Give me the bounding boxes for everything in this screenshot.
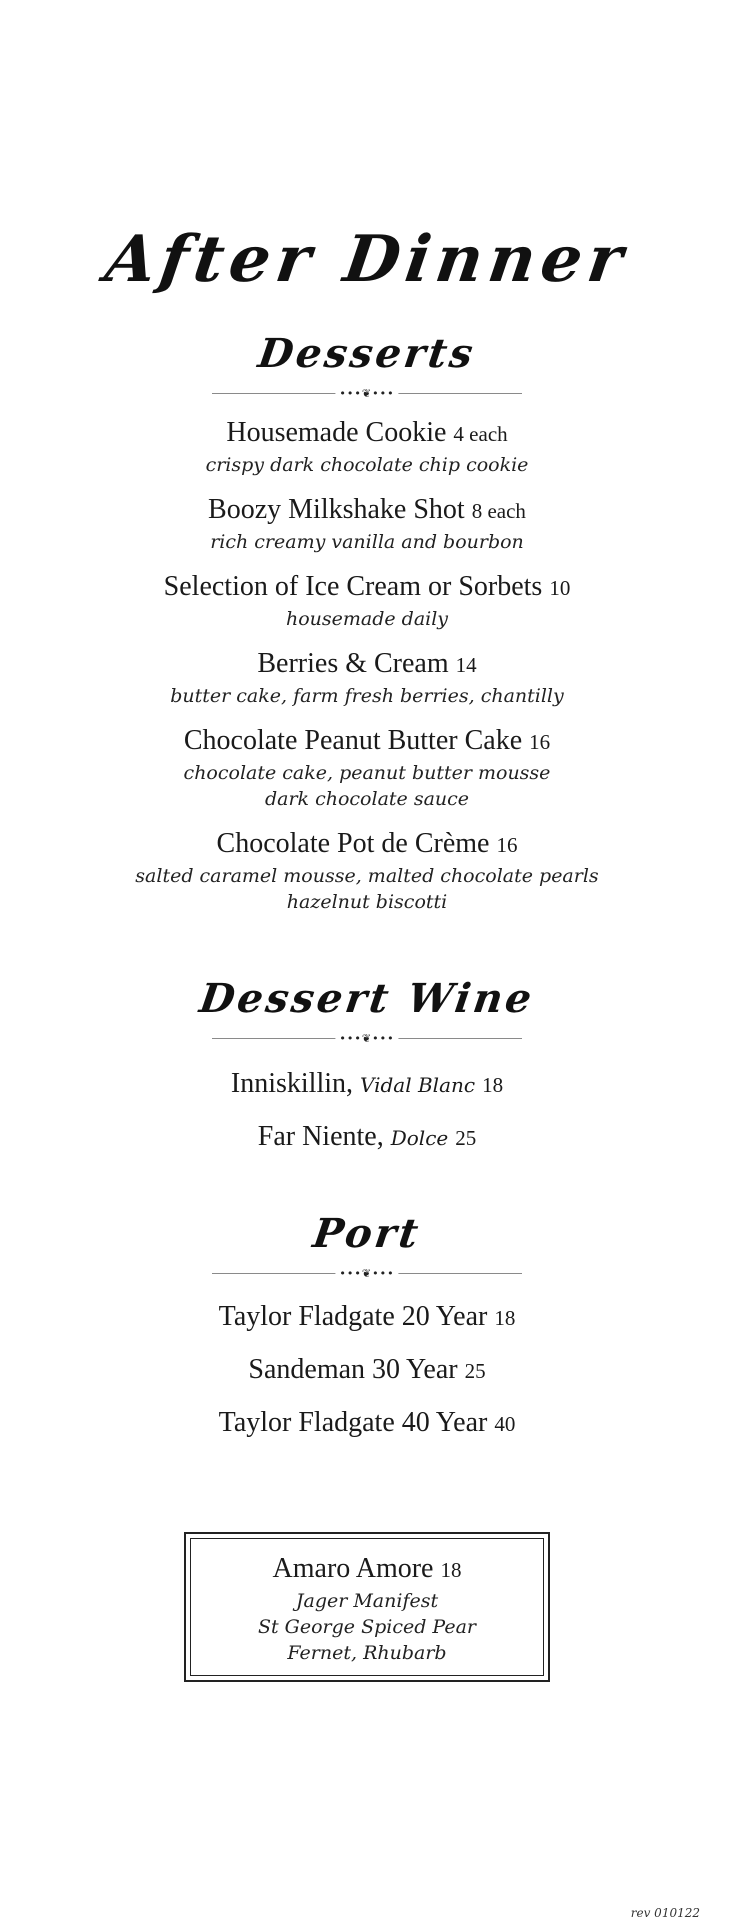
- feature-line: Fernet, Rhubarb: [287, 1642, 447, 1664]
- wine-style: Dolce: [390, 1126, 449, 1150]
- dessert-line: [0, 569, 734, 606]
- port-list: [0, 1299, 734, 1442]
- dessert-line: [0, 826, 734, 863]
- feature-line: St George Spiced Pear: [257, 1616, 476, 1638]
- dessert-item: [0, 415, 734, 478]
- dessert-description: housemade daily: [285, 608, 449, 630]
- port-item: [0, 1352, 734, 1389]
- dessert-name: Housemade Cookie: [226, 417, 447, 448]
- dessert-wine-heading: Dessert Wine: [196, 975, 538, 1022]
- section-divider: [212, 1032, 522, 1046]
- dessert-list: [0, 415, 734, 915]
- port-price: 18: [494, 1306, 516, 1330]
- port-price: 25: [464, 1359, 486, 1383]
- page-title: After Dinner: [100, 222, 634, 297]
- port-item: [0, 1405, 734, 1442]
- dessert-item: [0, 723, 734, 812]
- dessert-price: 14: [455, 653, 477, 677]
- feature-line: Jager Manifest: [295, 1590, 439, 1612]
- revision-note: rev 010122: [630, 1906, 700, 1920]
- port-item: [0, 1299, 734, 1336]
- wine-item: [0, 1119, 734, 1156]
- ornament-icon: •••❦•••: [335, 1267, 398, 1281]
- dessert-description: butter cake, farm fresh berries, chantilly: [170, 685, 564, 707]
- wine-item: [0, 1066, 734, 1103]
- section-divider: [212, 387, 522, 401]
- port-name: Sandeman 30 Year: [248, 1354, 458, 1385]
- dessert-item: [0, 646, 734, 709]
- dessert-price: 4 each: [453, 422, 508, 446]
- dessert-line: [0, 415, 734, 452]
- dessert-price: 16: [529, 730, 551, 754]
- dessert-description: rich creamy vanilla and bourbon: [210, 531, 524, 553]
- dessert-line: [0, 723, 734, 760]
- dessert-item: [0, 569, 734, 632]
- ornament-icon: •••❦•••: [335, 387, 398, 401]
- dessert-price: 8 each: [471, 499, 526, 523]
- dessert-name: Chocolate Pot de Crème: [216, 828, 490, 859]
- dessert-price: 16: [496, 833, 518, 857]
- wine-name: Inniskillin,: [230, 1068, 354, 1099]
- wine-price: 18: [482, 1073, 504, 1097]
- dessert-name: Boozy Milkshake Shot: [208, 494, 465, 525]
- dessert-name: Chocolate Peanut Butter Cake: [183, 725, 523, 756]
- port-name: Taylor Fladgate 20 Year: [218, 1301, 488, 1332]
- dessert-description: salted caramel mousse, malted chocolate pearls: [135, 865, 599, 887]
- port-price: 40: [494, 1412, 516, 1436]
- wine-name: Far Niente,: [257, 1121, 384, 1152]
- dessert-description: hazelnut biscotti: [286, 891, 448, 913]
- amaro-feature-box: [184, 1532, 550, 1682]
- dessert-line: [0, 646, 734, 683]
- port-section: [0, 1210, 734, 1458]
- ornament-icon: •••❦•••: [335, 1032, 398, 1046]
- dessert-name: Selection of Ice Cream or Sorbets: [163, 571, 543, 602]
- desserts-section: [0, 330, 734, 929]
- feature-name: Amaro Amore: [272, 1553, 434, 1584]
- dessert-description: dark chocolate sauce: [264, 788, 470, 810]
- dessert-description: crispy dark chocolate chip cookie: [205, 454, 529, 476]
- port-heading: Port: [310, 1210, 424, 1257]
- dessert-wine-list: [0, 1066, 734, 1156]
- wine-price: 25: [455, 1126, 477, 1150]
- desserts-heading: Desserts: [255, 330, 479, 377]
- port-name: Taylor Fladgate 40 Year: [218, 1407, 488, 1438]
- feature-price: 18: [440, 1558, 462, 1582]
- dessert-price: 10: [549, 576, 571, 600]
- dessert-name: Berries & Cream: [257, 648, 449, 679]
- dessert-item: [0, 492, 734, 555]
- dessert-line: [0, 492, 734, 529]
- dessert-description: chocolate cake, peanut butter mousse: [183, 762, 551, 784]
- dessert-wine-section: [0, 975, 734, 1172]
- feature-item: [191, 1551, 543, 1588]
- amaro-feature-inner: [190, 1538, 544, 1676]
- section-divider: [212, 1267, 522, 1281]
- wine-style: Vidal Blanc: [360, 1073, 476, 1097]
- dessert-item: [0, 826, 734, 915]
